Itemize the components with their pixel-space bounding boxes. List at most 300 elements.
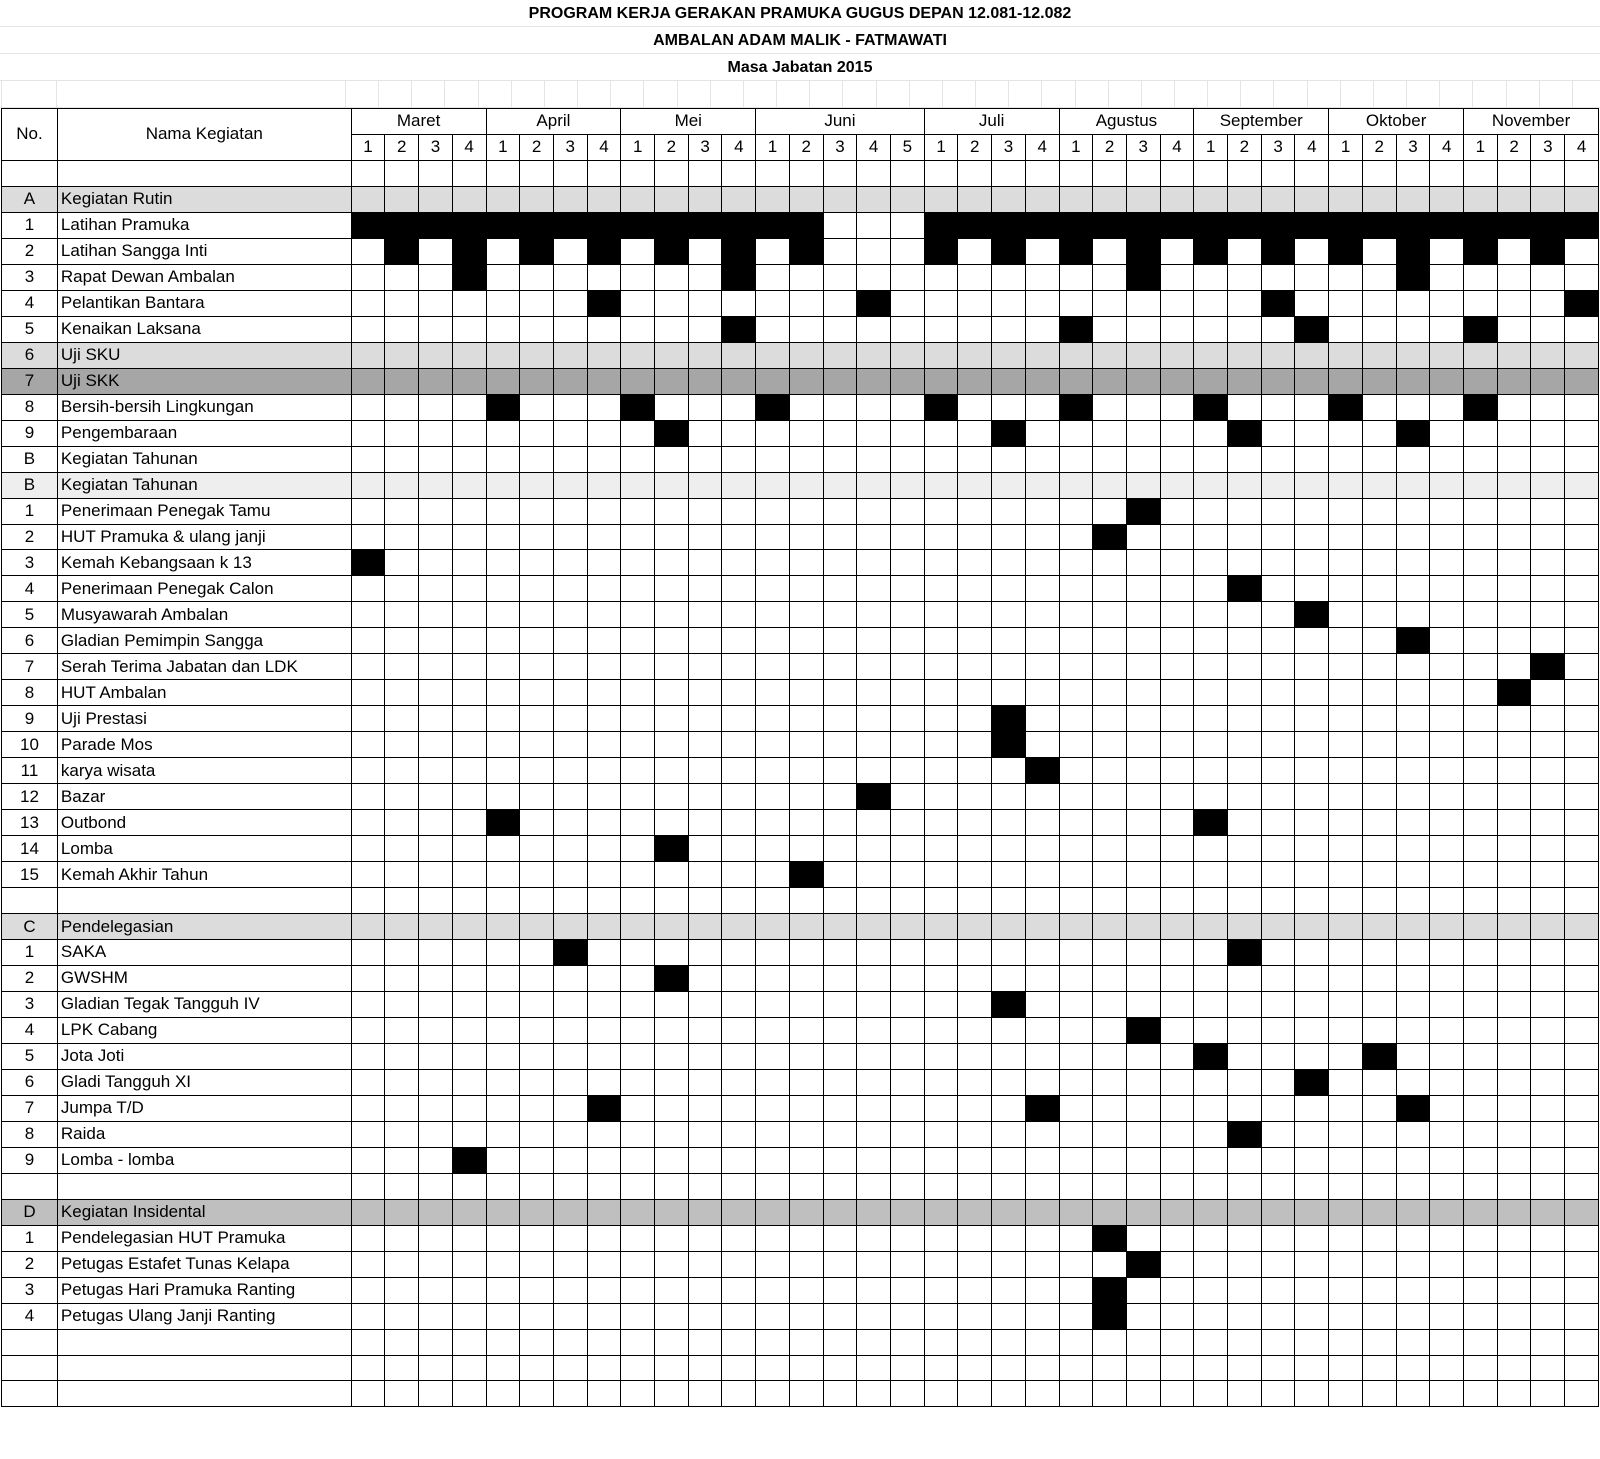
week-cell[interactable]: [789, 1043, 823, 1069]
week-cell[interactable]: [857, 1017, 891, 1043]
week-cell[interactable]: [1430, 862, 1464, 888]
week-cell[interactable]: [520, 160, 554, 186]
week-cell[interactable]: [857, 706, 891, 732]
week-cell[interactable]: [452, 706, 486, 732]
week-cell[interactable]: [722, 472, 756, 498]
week-cell[interactable]: [1295, 186, 1329, 212]
week-cell[interactable]: [1160, 446, 1194, 472]
week-cell[interactable]: [553, 1303, 587, 1329]
week-cell[interactable]: [1531, 420, 1565, 446]
week-cell[interactable]: [1531, 1381, 1565, 1407]
week-cell[interactable]: [756, 784, 790, 810]
week-cell[interactable]: [924, 940, 958, 966]
scheduled-week-cell[interactable]: [553, 940, 587, 966]
week-cell[interactable]: [655, 1173, 689, 1199]
week-cell[interactable]: [1093, 342, 1127, 368]
week-cell[interactable]: [486, 1251, 520, 1277]
scheduled-week-cell[interactable]: [655, 836, 689, 862]
week-cell[interactable]: [688, 965, 722, 991]
week-cell[interactable]: [1295, 1355, 1329, 1381]
week-cell[interactable]: [1329, 1199, 1363, 1225]
week-cell[interactable]: [823, 576, 857, 602]
week-cell[interactable]: [924, 888, 958, 914]
week-cell[interactable]: [486, 991, 520, 1017]
week-cell[interactable]: [992, 394, 1026, 420]
week-cell[interactable]: [688, 1017, 722, 1043]
week-cell[interactable]: [1228, 1355, 1262, 1381]
week-cell[interactable]: [891, 1121, 925, 1147]
week-cell[interactable]: [1025, 602, 1059, 628]
week-cell[interactable]: [1430, 628, 1464, 654]
week-cell[interactable]: [553, 1147, 587, 1173]
week-cell[interactable]: [789, 1329, 823, 1355]
week-cell[interactable]: [992, 940, 1026, 966]
week-cell[interactable]: [823, 810, 857, 836]
week-cell[interactable]: [1396, 758, 1430, 784]
week-cell[interactable]: [958, 1043, 992, 1069]
week-cell[interactable]: [1329, 1381, 1363, 1407]
week-cell[interactable]: [823, 1303, 857, 1329]
week-cell[interactable]: [419, 1173, 453, 1199]
week-cell[interactable]: [1295, 1303, 1329, 1329]
week-cell[interactable]: [1362, 290, 1396, 316]
week-cell[interactable]: [1362, 1355, 1396, 1381]
week-cell[interactable]: [1396, 810, 1430, 836]
week-cell[interactable]: [1126, 446, 1160, 472]
week-cell[interactable]: [722, 991, 756, 1017]
week-cell[interactable]: [1497, 1355, 1531, 1381]
week-cell[interactable]: [621, 732, 655, 758]
week-cell[interactable]: [1093, 810, 1127, 836]
week-cell[interactable]: [1228, 342, 1262, 368]
week-cell[interactable]: [385, 1251, 419, 1277]
week-cell[interactable]: [1565, 914, 1599, 940]
week-cell[interactable]: [419, 1225, 453, 1251]
week-cell[interactable]: [486, 888, 520, 914]
week-cell[interactable]: [1531, 965, 1565, 991]
week-cell[interactable]: [1160, 1329, 1194, 1355]
week-cell[interactable]: [1329, 1147, 1363, 1173]
week-cell[interactable]: [958, 810, 992, 836]
activity-name[interactable]: Lomba: [57, 836, 351, 862]
week-cell[interactable]: [891, 472, 925, 498]
week-cell[interactable]: [1531, 342, 1565, 368]
week-cell[interactable]: [1531, 1095, 1565, 1121]
week-cell[interactable]: [1261, 420, 1295, 446]
scheduled-week-cell[interactable]: [1396, 212, 1430, 238]
week-cell[interactable]: [1497, 1199, 1531, 1225]
week-cell[interactable]: [1261, 368, 1295, 394]
week-cell[interactable]: [486, 784, 520, 810]
week-cell[interactable]: [891, 862, 925, 888]
week-cell[interactable]: [1126, 628, 1160, 654]
week-cell[interactable]: [1126, 550, 1160, 576]
week-cell[interactable]: [1194, 1069, 1228, 1095]
week-cell[interactable]: [688, 654, 722, 680]
week-cell[interactable]: [1194, 1355, 1228, 1381]
week-cell[interactable]: [655, 732, 689, 758]
week-cell[interactable]: [655, 1251, 689, 1277]
week-cell[interactable]: [520, 446, 554, 472]
week-cell[interactable]: [1295, 706, 1329, 732]
week-cell[interactable]: [1396, 1225, 1430, 1251]
week-cell[interactable]: [486, 550, 520, 576]
week-cell[interactable]: [1430, 1121, 1464, 1147]
scheduled-week-cell[interactable]: [1396, 1095, 1430, 1121]
scheduled-week-cell[interactable]: [655, 965, 689, 991]
week-cell[interactable]: [1430, 1069, 1464, 1095]
week-cell[interactable]: [823, 1017, 857, 1043]
week-cell[interactable]: [891, 991, 925, 1017]
week-cell[interactable]: [891, 1303, 925, 1329]
week-cell[interactable]: [924, 264, 958, 290]
week-cell[interactable]: [1430, 1329, 1464, 1355]
week-cell[interactable]: [756, 1277, 790, 1303]
row-number[interactable]: 6: [2, 628, 58, 654]
week-cell[interactable]: [722, 420, 756, 446]
week-cell[interactable]: [823, 1173, 857, 1199]
week-cell[interactable]: [351, 1173, 385, 1199]
week-cell[interactable]: [688, 1095, 722, 1121]
week-cell[interactable]: [958, 264, 992, 290]
week-cell[interactable]: [891, 1147, 925, 1173]
week-cell[interactable]: [1464, 602, 1498, 628]
week-cell[interactable]: [553, 965, 587, 991]
week-cell[interactable]: [621, 1199, 655, 1225]
week-cell[interactable]: [823, 1355, 857, 1381]
row-number[interactable]: D: [2, 1199, 58, 1225]
week-cell[interactable]: [419, 862, 453, 888]
week-cell[interactable]: [1396, 1199, 1430, 1225]
week-cell[interactable]: [823, 1147, 857, 1173]
week-cell[interactable]: [1565, 628, 1599, 654]
week-cell[interactable]: [1464, 342, 1498, 368]
week-cell[interactable]: [958, 160, 992, 186]
week-cell[interactable]: [722, 888, 756, 914]
week-cell[interactable]: [1531, 1303, 1565, 1329]
week-cell[interactable]: [1194, 1173, 1228, 1199]
week-cell[interactable]: [419, 914, 453, 940]
week-cell[interactable]: [1126, 1095, 1160, 1121]
week-cell[interactable]: [385, 160, 419, 186]
week-cell[interactable]: [1295, 394, 1329, 420]
week-cell[interactable]: [385, 784, 419, 810]
week-cell[interactable]: [553, 1251, 587, 1277]
week-cell[interactable]: [1464, 732, 1498, 758]
week-cell[interactable]: [385, 810, 419, 836]
activity-name[interactable]: Lomba - lomba: [57, 1147, 351, 1173]
week-cell[interactable]: [823, 888, 857, 914]
week-cell[interactable]: [1362, 1173, 1396, 1199]
week-cell[interactable]: [992, 576, 1026, 602]
week-cell[interactable]: [486, 758, 520, 784]
week-cell[interactable]: [1329, 654, 1363, 680]
week-cell[interactable]: [756, 524, 790, 550]
week-cell[interactable]: [1362, 1199, 1396, 1225]
scheduled-week-cell[interactable]: [1059, 212, 1093, 238]
week-cell[interactable]: [722, 1251, 756, 1277]
week-cell[interactable]: [891, 264, 925, 290]
week-cell[interactable]: [823, 680, 857, 706]
week-cell[interactable]: [1295, 576, 1329, 602]
week-cell[interactable]: [823, 602, 857, 628]
scheduled-week-cell[interactable]: [992, 991, 1026, 1017]
week-cell[interactable]: [823, 524, 857, 550]
week-cell[interactable]: [1430, 1043, 1464, 1069]
week-cell[interactable]: [520, 862, 554, 888]
week-cell[interactable]: [1295, 1199, 1329, 1225]
week-cell[interactable]: [823, 186, 857, 212]
activity-name[interactable]: Penerimaan Penegak Calon: [57, 576, 351, 602]
week-cell[interactable]: [789, 1173, 823, 1199]
week-cell[interactable]: [1497, 991, 1531, 1017]
week-cell[interactable]: [1261, 264, 1295, 290]
week-cell[interactable]: [688, 420, 722, 446]
week-cell[interactable]: [1396, 1277, 1430, 1303]
week-cell[interactable]: [1228, 628, 1262, 654]
week-cell[interactable]: [1362, 862, 1396, 888]
scheduled-week-cell[interactable]: [1194, 212, 1228, 238]
week-cell[interactable]: [1160, 420, 1194, 446]
week-cell[interactable]: [351, 1095, 385, 1121]
week-cell[interactable]: [1025, 342, 1059, 368]
week-cell[interactable]: [789, 472, 823, 498]
week-cell[interactable]: [789, 1069, 823, 1095]
week-cell[interactable]: [1565, 1069, 1599, 1095]
week-cell[interactable]: [756, 1199, 790, 1225]
scheduled-week-cell[interactable]: [924, 238, 958, 264]
week-cell[interactable]: [857, 1329, 891, 1355]
week-cell[interactable]: [1430, 991, 1464, 1017]
week-cell[interactable]: [924, 1251, 958, 1277]
week-cell[interactable]: [756, 1303, 790, 1329]
week-cell[interactable]: [1396, 1355, 1430, 1381]
week-cell[interactable]: [1497, 342, 1531, 368]
week-cell[interactable]: [891, 160, 925, 186]
week-cell[interactable]: [789, 836, 823, 862]
week-cell[interactable]: [722, 550, 756, 576]
week-cell[interactable]: [1126, 836, 1160, 862]
week-cell[interactable]: [1228, 498, 1262, 524]
week-cell[interactable]: [823, 1329, 857, 1355]
week-cell[interactable]: [1194, 446, 1228, 472]
week-cell[interactable]: [587, 732, 621, 758]
week-cell[interactable]: [1531, 1225, 1565, 1251]
week-cell[interactable]: [1430, 238, 1464, 264]
week-cell[interactable]: [756, 264, 790, 290]
row-number[interactable]: 6: [2, 1069, 58, 1095]
week-cell[interactable]: [857, 1095, 891, 1121]
week-cell[interactable]: [1228, 991, 1262, 1017]
week-cell[interactable]: [722, 784, 756, 810]
week-cell[interactable]: [924, 316, 958, 342]
week-cell[interactable]: [1261, 1329, 1295, 1355]
week-cell[interactable]: [823, 550, 857, 576]
week-cell[interactable]: [1025, 654, 1059, 680]
week-cell[interactable]: [1059, 1121, 1093, 1147]
week-cell[interactable]: [1362, 602, 1396, 628]
week-cell[interactable]: [823, 1251, 857, 1277]
week-cell[interactable]: [1329, 1329, 1363, 1355]
week-cell[interactable]: [486, 1303, 520, 1329]
week-cell[interactable]: [1194, 784, 1228, 810]
week-cell[interactable]: [688, 186, 722, 212]
week-cell[interactable]: [958, 576, 992, 602]
week-cell[interactable]: [722, 1095, 756, 1121]
week-cell[interactable]: [1025, 1147, 1059, 1173]
week-cell[interactable]: [924, 368, 958, 394]
week-cell[interactable]: [756, 1121, 790, 1147]
week-cell[interactable]: [1025, 1199, 1059, 1225]
week-cell[interactable]: [419, 940, 453, 966]
week-cell[interactable]: [1261, 1017, 1295, 1043]
week-cell[interactable]: [1531, 680, 1565, 706]
week-cell[interactable]: [520, 888, 554, 914]
week-cell[interactable]: [1228, 914, 1262, 940]
week-cell[interactable]: [520, 991, 554, 1017]
week-cell[interactable]: [789, 576, 823, 602]
week-cell[interactable]: [385, 576, 419, 602]
scheduled-week-cell[interactable]: [1160, 212, 1194, 238]
week-cell[interactable]: [1261, 1355, 1295, 1381]
week-cell[interactable]: [1025, 1069, 1059, 1095]
activity-name[interactable]: Kegiatan Rutin: [57, 186, 351, 212]
week-cell[interactable]: [553, 1277, 587, 1303]
week-cell[interactable]: [520, 1069, 554, 1095]
week-cell[interactable]: [419, 524, 453, 550]
week-cell[interactable]: [924, 576, 958, 602]
scheduled-week-cell[interactable]: [587, 238, 621, 264]
week-cell[interactable]: [992, 472, 1026, 498]
week-cell[interactable]: [891, 1277, 925, 1303]
scheduled-week-cell[interactable]: [1261, 212, 1295, 238]
week-cell[interactable]: [722, 965, 756, 991]
week-cell[interactable]: [1228, 550, 1262, 576]
week-cell[interactable]: [1531, 550, 1565, 576]
week-cell[interactable]: [1093, 1147, 1127, 1173]
week-cell[interactable]: [789, 758, 823, 784]
scheduled-week-cell[interactable]: [655, 420, 689, 446]
week-cell[interactable]: [419, 290, 453, 316]
week-cell[interactable]: [891, 1069, 925, 1095]
scheduled-week-cell[interactable]: [992, 238, 1026, 264]
week-cell[interactable]: [1261, 1173, 1295, 1199]
week-cell[interactable]: [1228, 810, 1262, 836]
week-cell[interactable]: [1396, 732, 1430, 758]
week-cell[interactable]: [1464, 1147, 1498, 1173]
week-cell[interactable]: [520, 914, 554, 940]
week-cell[interactable]: [891, 290, 925, 316]
scheduled-week-cell[interactable]: [385, 212, 419, 238]
week-cell[interactable]: [1396, 550, 1430, 576]
week-cell[interactable]: [1194, 602, 1228, 628]
week-cell[interactable]: [823, 654, 857, 680]
week-cell[interactable]: [1160, 1355, 1194, 1381]
week-cell[interactable]: [1126, 1199, 1160, 1225]
week-cell[interactable]: [1565, 316, 1599, 342]
week-cell[interactable]: [621, 1277, 655, 1303]
week-cell[interactable]: [1497, 628, 1531, 654]
scheduled-week-cell[interactable]: [1093, 1225, 1127, 1251]
scheduled-week-cell[interactable]: [452, 238, 486, 264]
week-cell[interactable]: [1430, 420, 1464, 446]
week-cell[interactable]: [1261, 472, 1295, 498]
week-cell[interactable]: [958, 940, 992, 966]
week-cell[interactable]: [924, 732, 958, 758]
week-cell[interactable]: [1464, 1069, 1498, 1095]
week-cell[interactable]: [958, 680, 992, 706]
week-cell[interactable]: [1093, 394, 1127, 420]
week-cell[interactable]: [1430, 1277, 1464, 1303]
week-cell[interactable]: [419, 1147, 453, 1173]
activity-name[interactable]: Musyawarah Ambalan: [57, 602, 351, 628]
week-cell[interactable]: [1194, 1199, 1228, 1225]
week-cell[interactable]: [1025, 550, 1059, 576]
week-cell[interactable]: [1295, 758, 1329, 784]
week-cell[interactable]: [823, 940, 857, 966]
week-cell[interactable]: [1194, 1225, 1228, 1251]
week-cell[interactable]: [1261, 1251, 1295, 1277]
week-cell[interactable]: [419, 732, 453, 758]
week-cell[interactable]: [385, 316, 419, 342]
week-cell[interactable]: [419, 1381, 453, 1407]
week-cell[interactable]: [1160, 186, 1194, 212]
week-cell[interactable]: [1430, 940, 1464, 966]
week-cell[interactable]: [655, 186, 689, 212]
week-cell[interactable]: [351, 316, 385, 342]
week-cell[interactable]: [1160, 1277, 1194, 1303]
scheduled-week-cell[interactable]: [621, 394, 655, 420]
week-cell[interactable]: [385, 732, 419, 758]
week-cell[interactable]: [1160, 550, 1194, 576]
week-cell[interactable]: [857, 1069, 891, 1095]
week-cell[interactable]: [553, 1069, 587, 1095]
week-cell[interactable]: [688, 862, 722, 888]
week-cell[interactable]: [655, 706, 689, 732]
week-cell[interactable]: [1295, 1225, 1329, 1251]
week-cell[interactable]: [587, 576, 621, 602]
week-cell[interactable]: [1531, 1251, 1565, 1277]
week-cell[interactable]: [1329, 550, 1363, 576]
week-cell[interactable]: [621, 264, 655, 290]
activity-name[interactable]: Bazar: [57, 784, 351, 810]
week-cell[interactable]: [924, 914, 958, 940]
week-cell[interactable]: [419, 810, 453, 836]
week-cell[interactable]: [756, 1069, 790, 1095]
week-cell[interactable]: [553, 836, 587, 862]
week-cell[interactable]: [1093, 1173, 1127, 1199]
week-cell[interactable]: [553, 1355, 587, 1381]
week-cell[interactable]: [1025, 1173, 1059, 1199]
row-number[interactable]: B: [2, 446, 58, 472]
week-cell[interactable]: [1261, 888, 1295, 914]
week-cell[interactable]: [857, 576, 891, 602]
scheduled-week-cell[interactable]: [486, 212, 520, 238]
week-cell[interactable]: [621, 1121, 655, 1147]
week-cell[interactable]: [992, 498, 1026, 524]
week-cell[interactable]: [1531, 836, 1565, 862]
week-cell[interactable]: [857, 1355, 891, 1381]
week-cell[interactable]: [1261, 732, 1295, 758]
week-cell[interactable]: [587, 186, 621, 212]
week-cell[interactable]: [1497, 1017, 1531, 1043]
week-cell[interactable]: [655, 264, 689, 290]
week-cell[interactable]: [992, 524, 1026, 550]
week-cell[interactable]: [722, 758, 756, 784]
week-cell[interactable]: [553, 1121, 587, 1147]
week-cell[interactable]: [385, 498, 419, 524]
row-number[interactable]: 2: [2, 965, 58, 991]
